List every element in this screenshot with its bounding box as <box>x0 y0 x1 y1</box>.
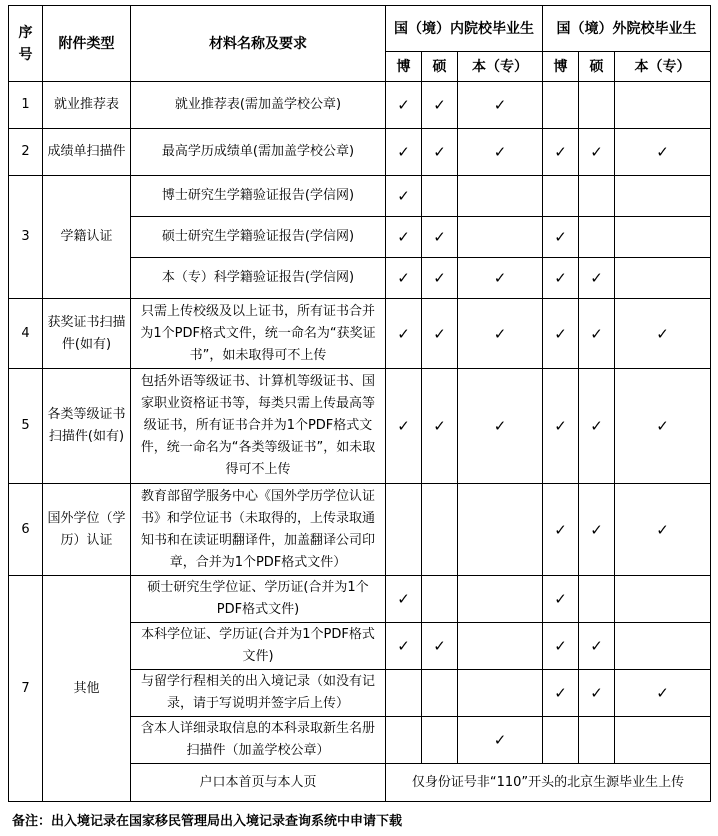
check-mark: ✓ <box>579 623 615 670</box>
header-for-shuo: 硕 <box>579 52 615 82</box>
empty-cell <box>579 217 615 258</box>
check-mark: ✓ <box>615 484 711 576</box>
check-mark: ✓ <box>579 299 615 369</box>
check-mark: ✓ <box>615 670 711 717</box>
table-row <box>9 299 711 369</box>
check-mark: ✓ <box>579 258 615 299</box>
empty-cell <box>579 576 615 623</box>
header-dom-shuo: 硕 <box>422 52 458 82</box>
row-seq: 4 <box>9 299 43 369</box>
empty-cell <box>422 484 458 576</box>
empty-cell <box>422 670 458 717</box>
table-row <box>9 369 711 484</box>
row-type: 其他 <box>43 576 131 802</box>
empty-cell <box>458 217 543 258</box>
empty-cell <box>615 217 711 258</box>
header-dom-ben: 本（专） <box>458 52 543 82</box>
check-mark: ✓ <box>615 369 711 484</box>
row-seq: 1 <box>9 82 43 129</box>
check-mark: ✓ <box>386 129 422 176</box>
row-material: 就业推荐表(需加盖学校公章) <box>131 82 386 129</box>
check-mark: ✓ <box>386 369 422 484</box>
empty-cell <box>386 717 422 764</box>
row-material: 包括外语等级证书、计算机等级证书、国家职业资格证书等，每类只需上传最高等级证书，所有证书合并为1个PDF格式文件，统一命名为“各类等级证书”，如未取得可不上传 <box>131 369 386 484</box>
check-mark: ✓ <box>386 217 422 258</box>
header-for-bo: 博 <box>543 52 579 82</box>
table-row <box>9 82 711 129</box>
row-type: 成绩单扫描件 <box>43 129 131 176</box>
row-material: 含本人详细录取信息的本科录取新生名册扫描件（加盖学校公章） <box>131 717 386 764</box>
row-type: 获奖证书扫描件(如有) <box>43 299 131 369</box>
empty-cell <box>422 176 458 217</box>
row-material: 硕士研究生学籍验证报告(学信网) <box>131 217 386 258</box>
row-seq: 5 <box>9 369 43 484</box>
empty-cell <box>458 623 543 670</box>
empty-cell <box>422 576 458 623</box>
check-mark: ✓ <box>422 217 458 258</box>
table-row <box>9 484 711 576</box>
empty-cell <box>458 176 543 217</box>
row-type: 就业推荐表 <box>43 82 131 129</box>
check-mark: ✓ <box>422 258 458 299</box>
check-mark: ✓ <box>422 623 458 670</box>
row-material: 硕士研究生学位证、学历证(合并为1个PDF格式文件) <box>131 576 386 623</box>
empty-cell <box>458 670 543 717</box>
row-material: 户口本首页与本人页 <box>131 764 386 802</box>
header-dom-bo: 博 <box>386 52 422 82</box>
check-mark: ✓ <box>543 129 579 176</box>
check-mark: ✓ <box>615 299 711 369</box>
empty-cell <box>615 82 711 129</box>
check-mark: ✓ <box>543 369 579 484</box>
check-mark: ✓ <box>543 217 579 258</box>
empty-cell <box>386 484 422 576</box>
check-mark: ✓ <box>579 369 615 484</box>
check-mark: ✓ <box>579 484 615 576</box>
empty-cell <box>615 623 711 670</box>
check-mark: ✓ <box>579 129 615 176</box>
header-material: 材料名称及要求 <box>131 6 386 82</box>
empty-cell <box>615 176 711 217</box>
check-mark: ✓ <box>458 369 543 484</box>
empty-cell <box>579 82 615 129</box>
empty-cell <box>458 576 543 623</box>
header-type: 附件类型 <box>43 6 131 82</box>
row-type: 学籍认证 <box>43 176 131 299</box>
check-mark: ✓ <box>579 670 615 717</box>
check-mark: ✓ <box>458 717 543 764</box>
empty-cell <box>422 717 458 764</box>
check-mark: ✓ <box>422 299 458 369</box>
check-mark: ✓ <box>458 129 543 176</box>
row-material: 与留学行程相关的出入境记录（如没有记录，请于写说明并签字后上传） <box>131 670 386 717</box>
check-mark: ✓ <box>386 176 422 217</box>
header-seq: 序号 <box>9 6 43 82</box>
row-seq: 3 <box>9 176 43 299</box>
row-material: 只需上传校级及以上证书，所有证书合并为1个PDF格式文件，统一命名为“获奖证书”，如未取得可不上传 <box>131 299 386 369</box>
hukou-note: 仅身份证号非“110”开头的北京生源毕业生上传 <box>386 764 711 802</box>
empty-cell <box>579 717 615 764</box>
row-seq: 6 <box>9 484 43 576</box>
empty-cell <box>543 82 579 129</box>
check-mark: ✓ <box>615 129 711 176</box>
check-mark: ✓ <box>543 623 579 670</box>
empty-cell <box>458 484 543 576</box>
empty-cell <box>615 717 711 764</box>
check-mark: ✓ <box>386 576 422 623</box>
check-mark: ✓ <box>543 299 579 369</box>
check-mark: ✓ <box>458 299 543 369</box>
header-domestic: 国（境）内院校毕业生 <box>386 6 543 52</box>
row-material: 博士研究生学籍验证报告(学信网) <box>131 176 386 217</box>
row-type: 国外学位（学历）认证 <box>43 484 131 576</box>
check-mark: ✓ <box>458 82 543 129</box>
empty-cell <box>615 576 711 623</box>
check-mark: ✓ <box>386 299 422 369</box>
footnote: 备注：出入境记录在国家移民管理局出入境记录查询系统中申请下载 <box>12 814 403 829</box>
header-foreign: 国（境）外院校毕业生 <box>543 6 711 52</box>
empty-cell <box>579 176 615 217</box>
check-mark: ✓ <box>422 129 458 176</box>
header-row-1 <box>9 6 711 52</box>
check-mark: ✓ <box>386 258 422 299</box>
check-mark: ✓ <box>422 82 458 129</box>
empty-cell <box>543 176 579 217</box>
check-mark: ✓ <box>386 623 422 670</box>
row-material: 本科学位证、学历证(合并为1个PDF格式文件) <box>131 623 386 670</box>
table-row <box>9 129 711 176</box>
empty-cell <box>543 717 579 764</box>
row-material: 最高学历成绩单(需加盖学校公章) <box>131 129 386 176</box>
row-material: 教育部留学服务中心《国外学历学位认证书》和学位证书（未取得的，上传录取通知书和在读证明翻译件，加盖翻译公司印章，合并为1个PDF格式文件） <box>131 484 386 576</box>
row-seq: 7 <box>9 576 43 802</box>
empty-cell <box>386 670 422 717</box>
check-mark: ✓ <box>458 258 543 299</box>
check-mark: ✓ <box>543 576 579 623</box>
requirements-table <box>8 5 711 802</box>
row-material: 本（专）科学籍验证报告(学信网) <box>131 258 386 299</box>
empty-cell <box>615 258 711 299</box>
check-mark: ✓ <box>543 258 579 299</box>
header-for-ben: 本（专） <box>615 52 711 82</box>
row-type: 各类等级证书扫描件(如有) <box>43 369 131 484</box>
row-seq: 2 <box>9 129 43 176</box>
check-mark: ✓ <box>386 82 422 129</box>
table-row <box>9 576 711 623</box>
check-mark: ✓ <box>422 369 458 484</box>
check-mark: ✓ <box>543 484 579 576</box>
table-row <box>9 176 711 217</box>
check-mark: ✓ <box>543 670 579 717</box>
